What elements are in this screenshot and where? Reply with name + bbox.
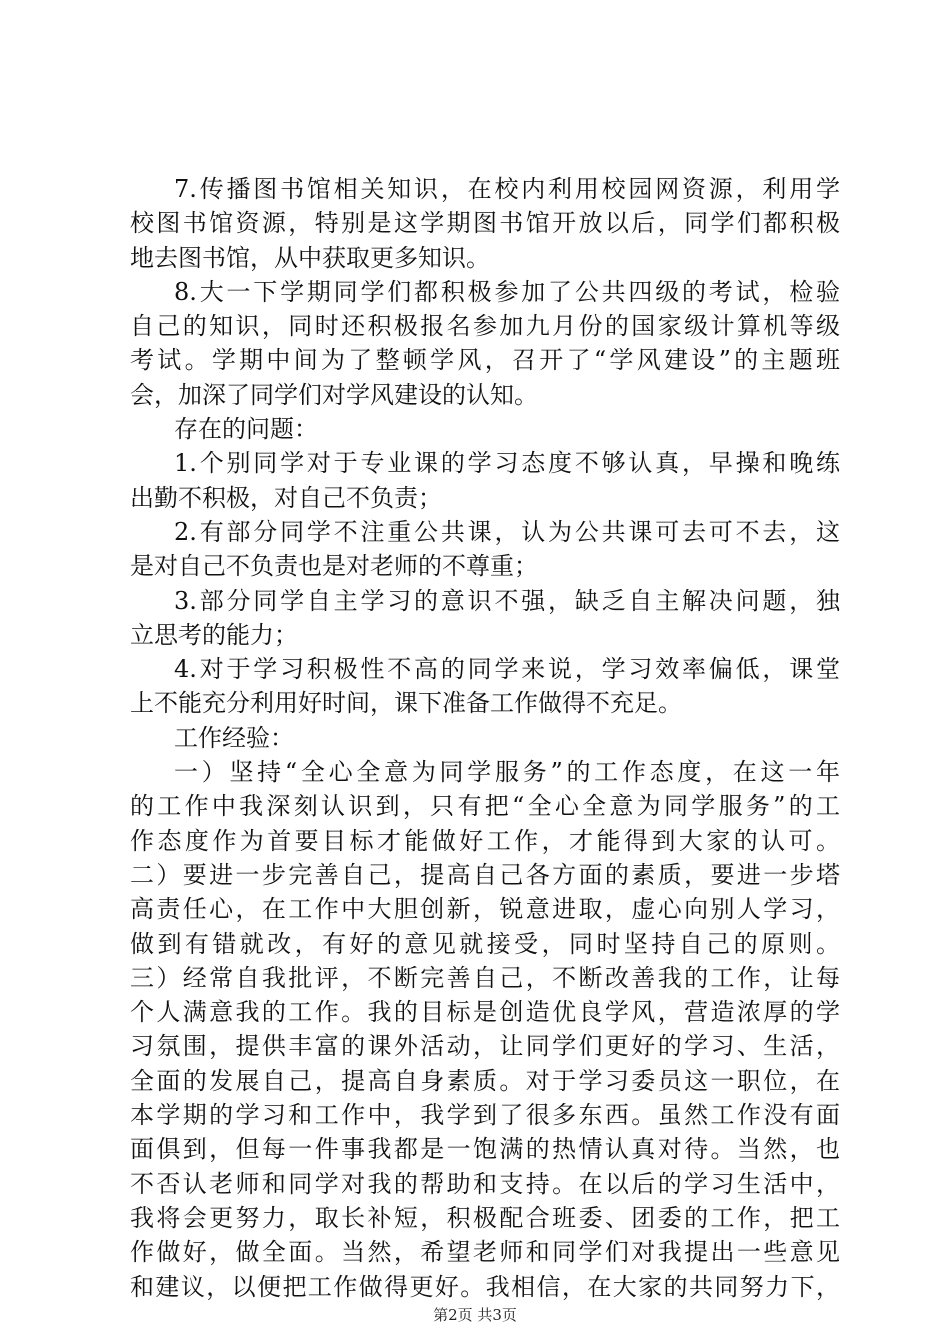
text-line: 个人满意我的工作。我的目标是创造优良学风，营造浓厚的学 <box>130 998 840 1027</box>
text-line: 自己的知识，同时还积极报名参加九月份的国家级计算机等级 <box>130 312 840 341</box>
text-line: 三）经常自我批评，不断完善自己，不断改善我的工作，让每 <box>130 963 840 992</box>
text-line: 作态度作为首要目标才能做好工作，才能得到大家的认可。 <box>130 826 840 855</box>
section-heading: 存在的问题： <box>174 415 318 444</box>
text-line: 一）坚持“全心全意为同学服务”的工作态度，在这一年 <box>174 758 840 787</box>
text-line: 地去图书馆，从中获取更多知识。 <box>130 243 490 272</box>
text-line: 习氛围，提供丰富的课外活动，让同学们更好的学习、生活， <box>130 1032 840 1061</box>
text-line: 我将会更努力，取长补短，积极配合班委、团委的工作，把工 <box>130 1203 840 1232</box>
text-line: 考试。学期中间为了整顿学风，召开了“学风建设”的主题班 <box>130 346 840 375</box>
text-line: 4.对于学习积极性不高的同学来说，学习效率偏低，课堂 <box>174 655 840 684</box>
text-line: 校图书馆资源，特别是这学期图书馆开放以后，同学们都积极 <box>130 209 840 238</box>
text-line: 出勤不积极，对自己不负责； <box>130 483 442 512</box>
text-line: 立思考的能力； <box>130 620 298 649</box>
text-line: 8.大一下学期同学们都积极参加了公共四级的考试，检验 <box>174 277 840 306</box>
text-line: 全面的发展自己，提高自身素质。对于学习委员这一职位，在 <box>130 1066 840 1095</box>
text-line: 1.个别同学对于专业课的学习态度不够认真，早操和晚练 <box>174 449 840 478</box>
text-line: 高责任心，在工作中大胆创新，锐意进取，虚心向别人学习， <box>130 895 840 924</box>
text-line: 的工作中我深刻认识到，只有把“全心全意为同学服务”的工 <box>130 792 840 821</box>
text-line: 上不能充分利用好时间，课下准备工作做得不充足。 <box>130 689 682 718</box>
text-line: 做到有错就改，有好的意见就接受，同时坚持自己的原则。 <box>130 929 840 958</box>
text-line: 3.部分同学自主学习的意识不强，缺乏自主解决问题，独 <box>174 586 840 615</box>
text-line: 7.传播图书馆相关知识，在校内利用校园网资源，利用学 <box>174 175 840 203</box>
text-line: 不否认老师和同学对我的帮助和支持。在以后的学习生活中， <box>130 1169 840 1198</box>
page-number-footer: 第2页 共3页 <box>433 1306 517 1324</box>
text-line: 和建议，以便把工作做得更好。我相信，在大家的共同努力下， <box>130 1272 840 1301</box>
text-line: 作做好，做全面。当然，希望老师和同学们对我提出一些意见 <box>130 1238 840 1267</box>
text-line: 面俱到，但每一件事我都是一饱满的热情认真对待。当然，也 <box>130 1135 840 1164</box>
text-line: 是对自己不负责也是对老师的不尊重； <box>130 552 538 581</box>
text-line: 二）要进一步完善自己，提高自己各方面的素质，要进一步塔 <box>130 860 840 889</box>
section-heading: 工作经验： <box>174 723 294 752</box>
document-body <box>130 172 840 1304</box>
text-line: 会，加深了同学们对学风建设的认知。 <box>130 380 538 409</box>
text-line: 2.有部分同学不注重公共课，认为公共课可去可不去，这 <box>174 517 840 546</box>
text-line: 本学期的学习和工作中，我学到了很多东西。虽然工作没有面 <box>130 1101 840 1130</box>
